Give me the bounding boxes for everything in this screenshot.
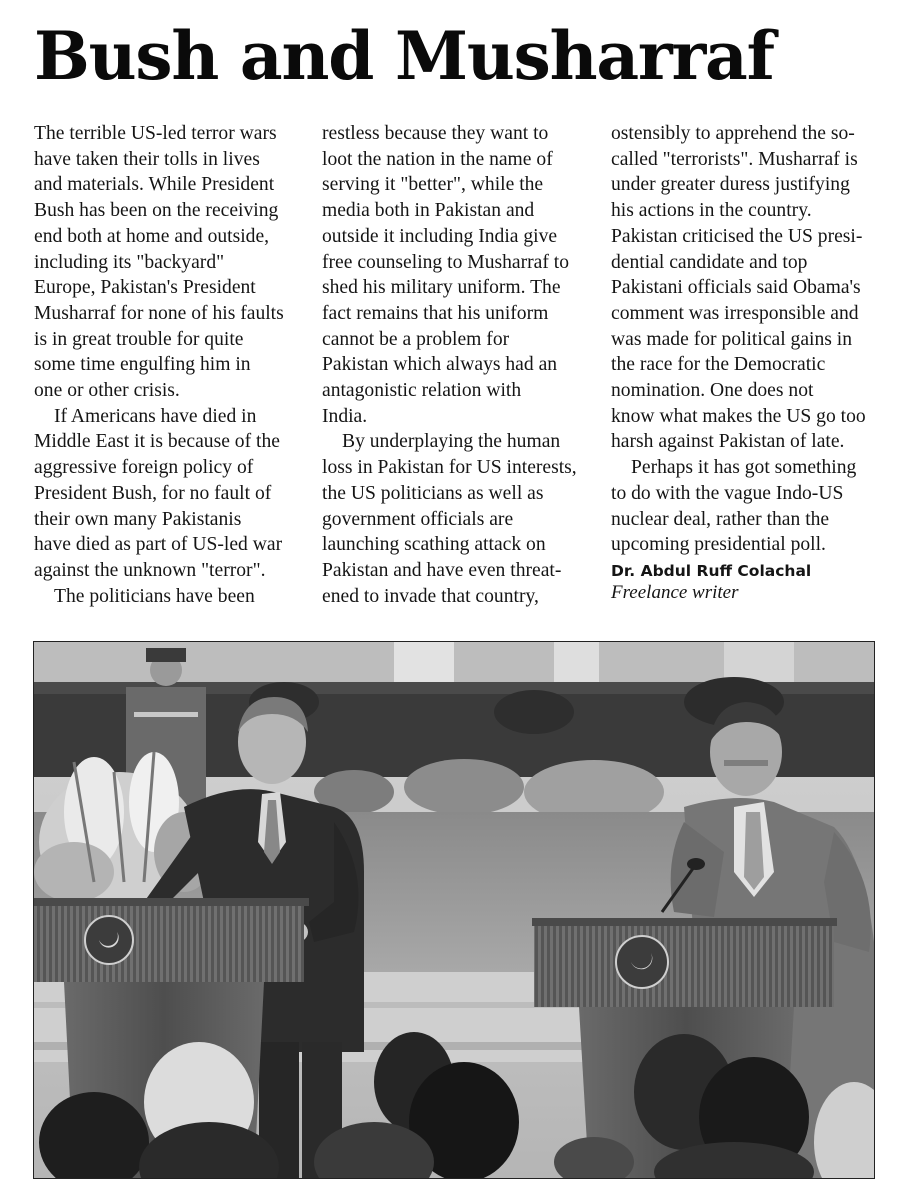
text-line: Pakistani officials said Obama's	[611, 277, 861, 299]
paragraph	[34, 584, 306, 610]
text-line: Pakistan criticised the US presi-	[611, 225, 863, 247]
author-role: Freelance writer	[611, 581, 739, 603]
text-line: harsh against Pakistan of late.	[611, 431, 845, 453]
text-line: loot the nation in the name of	[322, 148, 553, 170]
text-line: called "terrorists". Musharraf is	[611, 148, 858, 170]
text-line: antagonistic relation with	[322, 380, 522, 402]
author-name: Dr. Abdul Ruff Colachal	[611, 561, 812, 580]
photo-illustration	[34, 642, 874, 1178]
text-line: outside it including India give	[322, 225, 558, 247]
paragraph	[34, 404, 306, 584]
text-line: The politicians have been	[54, 585, 255, 607]
text-line: nuclear deal, rather than the	[611, 508, 830, 530]
text-line: the US politicians as well as	[322, 482, 544, 504]
text-line: By underplaying the human	[342, 431, 561, 453]
article-column-3	[611, 121, 883, 604]
text-line: Middle East it is because of the	[34, 431, 280, 453]
paragraph	[611, 455, 883, 558]
text-line: under greater duress justifying	[611, 174, 850, 196]
text-line: Pakistan and have even threat-	[322, 559, 562, 581]
text-line: launching scathing attack on	[322, 534, 546, 556]
text-line: comment was irresponsible and	[611, 302, 859, 324]
text-line: If Americans have died in	[54, 405, 257, 427]
paragraph	[34, 121, 306, 404]
text-line: media both in Pakistan and	[322, 200, 535, 222]
text-line: fact remains that his uniform	[322, 302, 549, 324]
pakistan-seal-icon	[85, 916, 133, 964]
text-line: aggressive foreign policy of	[34, 457, 254, 479]
text-line: President Bush, for no fault of	[34, 482, 272, 504]
text-line: upcoming presidential poll.	[611, 534, 826, 556]
text-line: including its "backyard"	[34, 251, 225, 273]
text-line: their own many Pakistanis	[34, 508, 242, 530]
text-line: restless because they want to	[322, 123, 549, 144]
text-line: against the unknown "terror".	[34, 559, 266, 581]
paragraph	[322, 429, 594, 609]
text-line: Perhaps it has got something	[631, 457, 857, 479]
text-line: nomination. One does not	[611, 380, 814, 402]
article-column-2	[322, 121, 594, 609]
text-line: end both at home and outside,	[34, 225, 270, 247]
press-conference-photo	[33, 641, 875, 1179]
text-line: the race for the Democratic	[611, 354, 826, 376]
text-line: cannot be a problem for	[322, 328, 510, 350]
text-line: Europe, Pakistan's President	[34, 277, 256, 299]
text-line: shed his military uniform. The	[322, 277, 561, 299]
text-line: have died as part of US-led war	[34, 534, 283, 556]
text-line: some time engulfing him in	[34, 354, 251, 376]
pakistan-seal-icon-right	[616, 936, 668, 988]
text-line: loss in Pakistan for US interests,	[322, 457, 577, 479]
text-line: ostensibly to apprehend the so-	[611, 123, 855, 144]
text-line: and materials. While President	[34, 174, 275, 196]
text-line: free counseling to Musharraf to	[322, 251, 570, 273]
text-line: his actions in the country.	[611, 200, 812, 222]
text-line: have taken their tolls in lives	[34, 148, 260, 170]
text-line: was made for political gains in	[611, 328, 853, 350]
text-line: dential candidate and top	[611, 251, 808, 273]
text-line: to do with the vague Indo-US	[611, 482, 844, 504]
text-line: one or other crisis.	[34, 380, 180, 402]
text-line: ened to invade that country,	[322, 585, 539, 607]
text-line: India.	[322, 405, 368, 427]
text-line: Bush has been on the receiving	[34, 200, 279, 222]
text-line: government officials are	[322, 508, 514, 530]
paragraph	[322, 121, 594, 429]
text-line: know what makes the US go too	[611, 405, 866, 427]
text-line: Musharraf for none of his faults	[34, 302, 284, 324]
article-column-1	[34, 121, 306, 609]
headline: Bush and Musharraf	[34, 17, 774, 95]
text-line: The terrible US-led terror wars	[34, 123, 277, 144]
text-line: serving it "better", while the	[322, 174, 544, 196]
text-line: Pakistan which always had an	[322, 354, 558, 376]
text-line: is in great trouble for quite	[34, 328, 244, 350]
paragraph	[611, 121, 883, 455]
